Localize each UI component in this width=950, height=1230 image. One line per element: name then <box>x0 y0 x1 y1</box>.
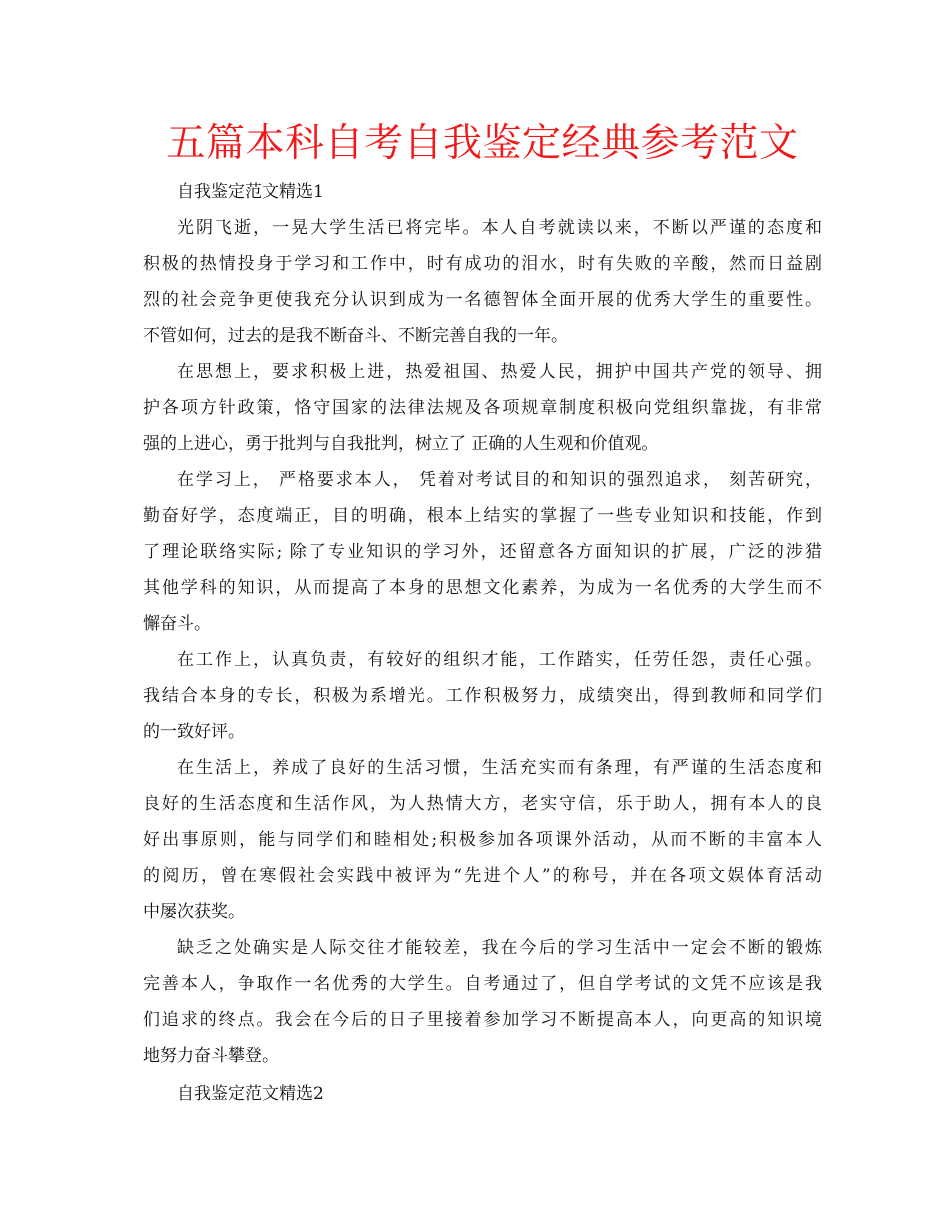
paragraph-line: 在生活上，养成了良好的生活习惯，生活充实而有条理，有严谨的生活态度和 <box>177 758 822 778</box>
document-body <box>143 174 822 1112</box>
paragraph-line: 烈的社会竞争更使我充分认识到成为一名德智体全面开展的优秀大学生的重要性。 <box>143 290 822 310</box>
document-title: 五篇本科自考自我鉴定经典参考范文 <box>166 121 799 166</box>
paragraph-line: 们追求的终点。我会在今后的日子里接着参加学习不断提高本人，向更高的知识境 <box>143 1010 822 1030</box>
paragraph <box>143 642 822 750</box>
paragraph <box>143 750 822 930</box>
paragraph-line: 了理论联络实际; 除了专业知识的学习外，还留意各方面知识的扩展，广泛的涉猎 <box>143 542 822 562</box>
paragraph-line: 积极的热情投身于学习和工作中，时有成功的泪水，时有失败的辛酸，然而日益剧 <box>143 254 822 274</box>
paragraph <box>143 210 822 354</box>
paragraph-line: 的一致好评。 <box>143 722 245 742</box>
paragraph-line: 良好的生活态度和生活作风，为人热情大方，老实守信，乐于助人，拥有本人的良 <box>143 794 822 814</box>
section-heading: 自我鉴定范文精选2 <box>177 1084 324 1104</box>
paragraph <box>143 930 822 1074</box>
paragraph-line: 不管如何，过去的是我不断奋斗、不断完善自我的一年。 <box>143 326 568 346</box>
paragraph-line: 懈奋斗。 <box>143 614 211 634</box>
paragraph-line: 勤奋好学，态度端正，目的明确，根本上结实的掌握了一些专业知识和技能，作到 <box>143 506 822 526</box>
paragraph-line: 在工作上，认真负责，有较好的组织才能，工作踏实，任劳任怨，责任心强。 <box>177 650 822 670</box>
paragraph <box>143 462 822 642</box>
paragraph-line: 缺乏之处确实是人际交往才能较差，我在今后的学习生活中一定会不断的锻炼 <box>177 938 822 958</box>
paragraph-line: 光阴飞逝，一晃大学生活已将完毕。本人自考就读以来，不断以严谨的态度和 <box>177 218 822 238</box>
paragraph-line: 我结合本身的专长，积极为系增光。工作积极努力，成绩突出，得到教师和同学们 <box>143 686 822 706</box>
section-heading: 自我鉴定范文精选1 <box>177 182 324 202</box>
paragraph-line: 好出事原则，能与同学们和睦相处;积极参加各项课外活动，从而不断的丰富本人 <box>143 830 822 850</box>
paragraph-line: 的阅历，曾在寒假社会实践中被评为“先进个人”的称号，并在各项文娱体育活动 <box>143 866 822 886</box>
paragraph-line: 在学习上， 严格要求本人， 凭着对考试目的和知识的强烈追求， 刻苦研究， <box>177 470 822 490</box>
paragraph-line: 护各项方针政策，恪守国家的法律法规及各项规章制度积极向党组织靠拢，有非常 <box>143 398 822 418</box>
paragraph <box>143 354 822 462</box>
paragraph-line: 地努力奋斗攀登。 <box>143 1046 279 1066</box>
paragraph-line: 其他学科的知识，从而提高了本身的思想文化素养，为成为一名优秀的大学生而不 <box>143 578 822 598</box>
paragraph-line: 在思想上，要求积极上进，热爱祖国、热爱人民，拥护中国共产党的领导、拥 <box>177 362 822 382</box>
paragraph-line: 完善本人，争取作一名优秀的大学生。自考通过了，但自学考试的文凭不应该是我 <box>143 974 822 994</box>
paragraph-line: 强的上进心，勇于批判与自我批判，树立了 正确的人生观和价值观。 <box>143 434 659 454</box>
paragraph-line: 中屡次获奖。 <box>143 902 245 922</box>
